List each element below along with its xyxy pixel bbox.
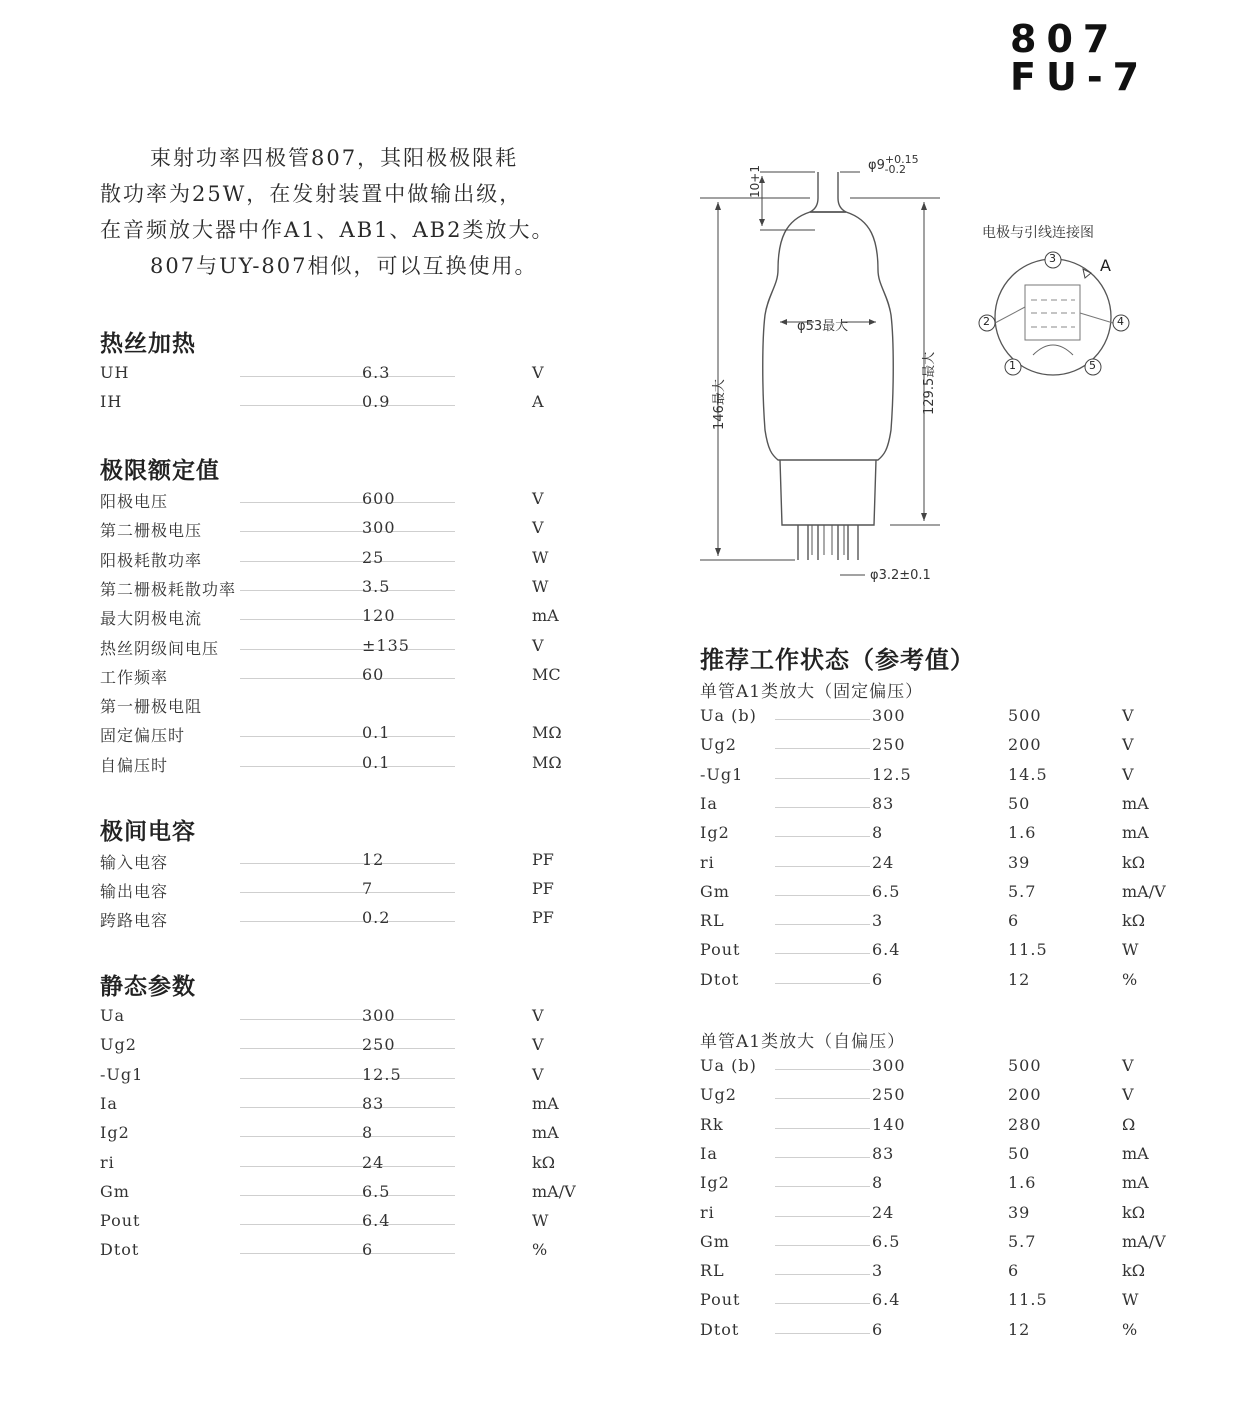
param-unit: PF [532, 850, 554, 869]
table-row [700, 823, 1180, 852]
leader-line [775, 866, 870, 867]
param-unit: mA [532, 1093, 559, 1113]
param-unit: W [532, 576, 549, 596]
param-unit: % [1122, 1319, 1138, 1339]
leader-line [240, 619, 455, 620]
param-value-2: 50 [1008, 793, 1031, 813]
table-row [700, 911, 1180, 940]
leader-line [775, 1303, 870, 1304]
param-unit: % [532, 1240, 548, 1260]
param-value: 83 [362, 1093, 385, 1113]
param-value: 250 [362, 1035, 396, 1055]
dim-top-plus: +0.15 [884, 153, 919, 166]
table-row [700, 1056, 1180, 1085]
leader-line [775, 748, 870, 749]
param-value-2: 280 [1008, 1114, 1042, 1134]
leader-line [775, 895, 870, 896]
param-label: Ia [700, 1143, 718, 1163]
pin-connection-diagram [975, 245, 1135, 380]
intro-paragraph [100, 140, 620, 284]
pin-1-label: 1 [1009, 359, 1016, 372]
leader-line [240, 1253, 455, 1254]
leader-line [775, 836, 870, 837]
param-label: Ia [100, 1093, 118, 1113]
param-unit: kΩ [1122, 852, 1145, 872]
table-row [100, 577, 600, 606]
param-unit: W [1122, 940, 1139, 960]
param-label: Ia [700, 793, 718, 813]
param-label: Dtot [700, 1319, 740, 1339]
leader-line [240, 921, 455, 922]
param-unit: % [1122, 969, 1138, 989]
param-label: Ug2 [700, 1085, 737, 1105]
param-value-1: 250 [872, 1085, 906, 1105]
table-row [700, 735, 1180, 764]
table-row [100, 1065, 600, 1094]
pin-anode-label: A [1100, 256, 1111, 275]
param-value-2: 200 [1008, 1085, 1042, 1105]
param-value-1: 24 [872, 852, 895, 872]
table-row [700, 1203, 1180, 1232]
param-unit: mA [1122, 1173, 1149, 1193]
param-unit: mA [1122, 823, 1149, 843]
leader-line [240, 1048, 455, 1049]
param-value-1: 83 [872, 1143, 895, 1163]
leader-line [775, 1333, 870, 1334]
table-row [100, 1035, 600, 1064]
param-unit: V [1122, 1085, 1134, 1105]
param-value-1: 6 [872, 969, 884, 989]
param-unit: W [1122, 1290, 1139, 1310]
param-unit: W [532, 547, 549, 567]
param-value-2: 500 [1008, 1056, 1042, 1075]
param-value-1: 6.4 [872, 940, 901, 960]
param-label: RL [700, 1261, 725, 1281]
param-value: 0.1 [362, 723, 391, 743]
param-unit: kΩ [1122, 911, 1145, 931]
table-row [700, 706, 1180, 735]
capacitance-section-title: 极间电容 [100, 819, 196, 845]
leader-line [775, 983, 870, 984]
pin-2-label: 2 [983, 315, 990, 328]
param-unit: V [532, 635, 544, 655]
param-value: 8 [362, 1123, 374, 1143]
table-row [100, 879, 600, 908]
param-unit: Ω [1122, 1114, 1136, 1134]
param-unit: V [532, 1064, 544, 1084]
param-value-2: 11.5 [1008, 1290, 1048, 1310]
table-row [100, 1094, 600, 1123]
param-label: 跨路电容 [100, 911, 169, 930]
param-unit: V [532, 489, 544, 508]
param-unit: mA/V [1122, 1231, 1166, 1251]
param-unit: W [532, 1211, 549, 1231]
param-unit: mA [532, 606, 559, 626]
leader-line [775, 1157, 870, 1158]
param-value: 6.3 [362, 363, 391, 382]
param-label: UH [100, 363, 130, 382]
leader-line [240, 1136, 455, 1137]
param-value-2: 1.6 [1008, 823, 1037, 843]
param-value-2: 39 [1008, 1202, 1031, 1222]
table-row [700, 1115, 1180, 1144]
leader-line [240, 863, 455, 864]
param-value-2: 6 [1008, 1261, 1020, 1281]
param-label: Ua [100, 1006, 126, 1025]
self-bias-subtitle: 单管A1类放大（自偏压） [700, 1032, 906, 1052]
leader-line [240, 649, 455, 650]
param-value: ±135 [362, 635, 410, 655]
param-unit: MΩ [532, 752, 562, 772]
table-row [100, 363, 600, 392]
table-row [100, 908, 600, 937]
leader-line [775, 1245, 870, 1246]
param-value-1: 24 [872, 1202, 895, 1222]
param-unit: V [1122, 735, 1134, 755]
param-unit: V [532, 1035, 544, 1055]
model-number: 807 [1010, 17, 1120, 61]
param-label: Ig2 [100, 1123, 130, 1143]
leader-line [775, 1186, 870, 1187]
param-value-1: 8 [872, 823, 884, 843]
param-unit: V [1122, 1056, 1134, 1075]
param-label: Gm [700, 881, 730, 901]
dim-height-body-label: 129.5最大 [922, 351, 937, 415]
param-value: 12.5 [362, 1064, 402, 1084]
param-value-1: 6 [872, 1319, 884, 1339]
param-label: ri [700, 1202, 715, 1222]
pin-3-label: 3 [1049, 252, 1056, 265]
param-unit: PF [532, 908, 554, 927]
param-label: Ua (b) [700, 1056, 757, 1075]
table-row [100, 1006, 600, 1035]
leader-line [240, 376, 455, 377]
leader-line [240, 1078, 455, 1079]
param-value: 60 [362, 664, 385, 684]
leader-line [240, 1224, 455, 1225]
leader-line [775, 1069, 870, 1070]
leader-line [775, 1274, 870, 1275]
param-value-1: 6.4 [872, 1290, 901, 1310]
table-row [700, 1173, 1180, 1202]
leader-line [775, 1216, 870, 1217]
leader-line [240, 531, 455, 532]
limits-section-title: 极限额定值 [100, 458, 220, 484]
param-label: 阳极电压 [100, 492, 169, 511]
param-value-1: 83 [872, 793, 895, 813]
leader-line [240, 502, 455, 503]
dim-top-minus: -0.2 [884, 163, 907, 176]
param-label: Ig2 [700, 823, 730, 843]
pin-5-label: 5 [1089, 359, 1096, 372]
param-value-1: 6.5 [872, 1231, 901, 1251]
dim-cap-label: 10+1 [748, 165, 762, 198]
leader-line [240, 405, 455, 406]
param-label: 工作频率 [100, 667, 169, 687]
param-value: 7 [362, 879, 374, 898]
leader-line [240, 766, 455, 767]
param-label: Gm [700, 1231, 730, 1251]
param-label: Ug2 [100, 1035, 137, 1055]
table-row [700, 1232, 1180, 1261]
param-label: Pout [700, 940, 741, 960]
table-row [100, 694, 600, 723]
param-value: 25 [362, 547, 385, 567]
table-row [700, 853, 1180, 882]
leader-line [240, 590, 455, 591]
param-label: Ug2 [700, 735, 737, 755]
table-row [100, 636, 600, 665]
param-value-1: 300 [872, 706, 906, 725]
param-value-2: 12 [1008, 1319, 1031, 1339]
table-row [100, 753, 600, 782]
param-unit: PF [532, 879, 554, 898]
heater-section-title: 热丝加热 [100, 331, 196, 357]
table-row [700, 765, 1180, 794]
param-label: 自偏压时 [100, 755, 169, 775]
param-value-2: 39 [1008, 852, 1031, 872]
param-unit: V [1122, 764, 1134, 784]
leader-line [775, 778, 870, 779]
leader-line [240, 892, 455, 893]
leader-line [775, 1098, 870, 1099]
table-row [700, 794, 1180, 823]
leader-line [240, 1166, 455, 1167]
param-label: Rk [700, 1114, 724, 1134]
param-unit: mA [1122, 1143, 1149, 1163]
leader-line [240, 678, 455, 679]
param-unit: kΩ [1122, 1202, 1145, 1222]
param-label: 阳极耗散功率 [100, 550, 203, 570]
leader-line [775, 953, 870, 954]
intro-line: 在音频放大器中作A1、AB1、AB2类放大。 [100, 218, 555, 242]
leader-line [240, 736, 455, 737]
param-label: Ua (b) [700, 706, 757, 725]
param-label: Ig2 [700, 1173, 730, 1193]
fixed-bias-subtitle: 单管A1类放大（固定偏压） [700, 682, 924, 702]
param-value: 300 [362, 518, 396, 538]
param-value: 6 [362, 1240, 374, 1260]
intro-line: 束射功率四极管807，其阳极极限耗 [150, 146, 519, 170]
table-row [700, 1320, 1180, 1349]
param-label: Pout [100, 1211, 141, 1231]
param-label: 固定偏压时 [100, 726, 186, 746]
param-value: 0.9 [362, 392, 391, 411]
param-value-2: 6 [1008, 911, 1020, 931]
param-value: 300 [362, 1006, 396, 1025]
param-value-2: 12 [1008, 969, 1031, 989]
param-value: 6.4 [362, 1211, 391, 1231]
param-value: 600 [362, 489, 396, 508]
leader-line [775, 807, 870, 808]
table-row [100, 392, 600, 421]
dim-pin-label: φ3.2±0.1 [870, 568, 931, 583]
param-label: RL [700, 911, 725, 931]
param-unit: mA [532, 1123, 559, 1143]
table-row [700, 1144, 1180, 1173]
param-label: 第二栅极电压 [100, 521, 203, 541]
pin-diagram-title: 电极与引线连接图 [982, 225, 1094, 241]
param-value-1: 8 [872, 1173, 884, 1193]
leader-line [240, 561, 455, 562]
param-label: 最大阴极电流 [100, 609, 203, 629]
param-unit: V [532, 363, 544, 382]
dim-top-main: φ9 [868, 158, 885, 173]
table-row [700, 1085, 1180, 1114]
param-label: Dtot [700, 969, 740, 989]
table-row [100, 489, 600, 518]
table-row [100, 518, 600, 547]
leader-line [240, 1107, 455, 1108]
table-row [100, 1240, 600, 1269]
param-label: ri [100, 1152, 115, 1172]
table-row [700, 882, 1180, 911]
leader-line [240, 1195, 455, 1196]
param-unit: MΩ [532, 723, 562, 743]
dim-height-total-label: 146最大 [712, 379, 727, 430]
param-value: 24 [362, 1152, 385, 1172]
table-row [100, 665, 600, 694]
param-label: 输出电容 [100, 882, 169, 901]
param-unit: mA/V [532, 1181, 576, 1201]
table-row [700, 1290, 1180, 1319]
dim-diameter-label: φ53最大 [797, 319, 849, 334]
param-value-1: 300 [872, 1056, 906, 1075]
param-label: 第二栅极耗散功率 [100, 579, 237, 599]
recommended-section-title: 推荐工作状态（参考值） [700, 646, 975, 674]
param-label: ri [700, 852, 715, 872]
table-row [100, 1211, 600, 1240]
param-label: Gm [100, 1181, 130, 1201]
param-label: Dtot [100, 1240, 140, 1260]
table-row [100, 1153, 600, 1182]
param-value-2: 200 [1008, 735, 1042, 755]
table-row [100, 548, 600, 577]
param-label: -Ug1 [100, 1064, 144, 1084]
intro-line: 散功率为25W，在发射装置中做输出级， [100, 182, 523, 206]
param-value-1: 250 [872, 735, 906, 755]
param-unit: V [532, 1006, 544, 1025]
param-unit: kΩ [1122, 1261, 1145, 1281]
table-row [100, 606, 600, 635]
param-value-1: 140 [872, 1114, 906, 1134]
table-row [700, 970, 1180, 999]
param-value: 6.5 [362, 1181, 391, 1201]
param-value: 0.1 [362, 752, 391, 772]
param-unit: A [532, 392, 544, 411]
param-value-2: 11.5 [1008, 940, 1048, 960]
static-section-title: 静态参数 [100, 974, 196, 1000]
param-unit: V [532, 518, 544, 538]
dim-top-label [868, 153, 919, 176]
param-value-2: 14.5 [1008, 764, 1048, 784]
param-value: 12 [362, 850, 385, 869]
param-label: 热丝阴级间电压 [100, 638, 220, 658]
table-row [100, 1123, 600, 1152]
leader-line [240, 1019, 455, 1020]
param-label: IH [100, 392, 123, 411]
param-label: -Ug1 [700, 764, 744, 784]
param-unit: mA [1122, 793, 1149, 813]
leader-line [775, 1128, 870, 1129]
param-value-2: 500 [1008, 706, 1042, 725]
param-value: 0.2 [362, 908, 391, 927]
param-value-1: 12.5 [872, 764, 912, 784]
leader-line [775, 719, 870, 720]
table-row [100, 850, 600, 879]
param-value: 120 [362, 606, 396, 626]
param-unit: V [1122, 706, 1134, 725]
param-value-2: 1.6 [1008, 1173, 1037, 1193]
param-label: 第一栅极电阻 [100, 697, 203, 717]
param-value-1: 3 [872, 911, 884, 931]
leader-line [775, 924, 870, 925]
pin-4-label: 4 [1117, 315, 1124, 328]
param-label: 输入电容 [100, 853, 169, 872]
param-unit: MC [532, 664, 561, 684]
param-unit: kΩ [532, 1152, 555, 1172]
table-row [700, 940, 1180, 969]
param-value-1: 3 [872, 1261, 884, 1281]
model-alias: FU-7 [1010, 55, 1150, 99]
param-value-2: 5.7 [1008, 881, 1037, 901]
table-row [700, 1261, 1180, 1290]
param-label: Pout [700, 1290, 741, 1310]
table-row [100, 723, 600, 752]
param-value-2: 50 [1008, 1143, 1031, 1163]
table-row [100, 1182, 600, 1211]
param-value: 3.5 [362, 576, 391, 596]
param-value-2: 5.7 [1008, 1231, 1037, 1251]
param-unit: mA/V [1122, 881, 1166, 901]
param-value-1: 6.5 [872, 881, 901, 901]
intro-line: 807与UY-807相似，可以互换使用。 [150, 254, 538, 278]
